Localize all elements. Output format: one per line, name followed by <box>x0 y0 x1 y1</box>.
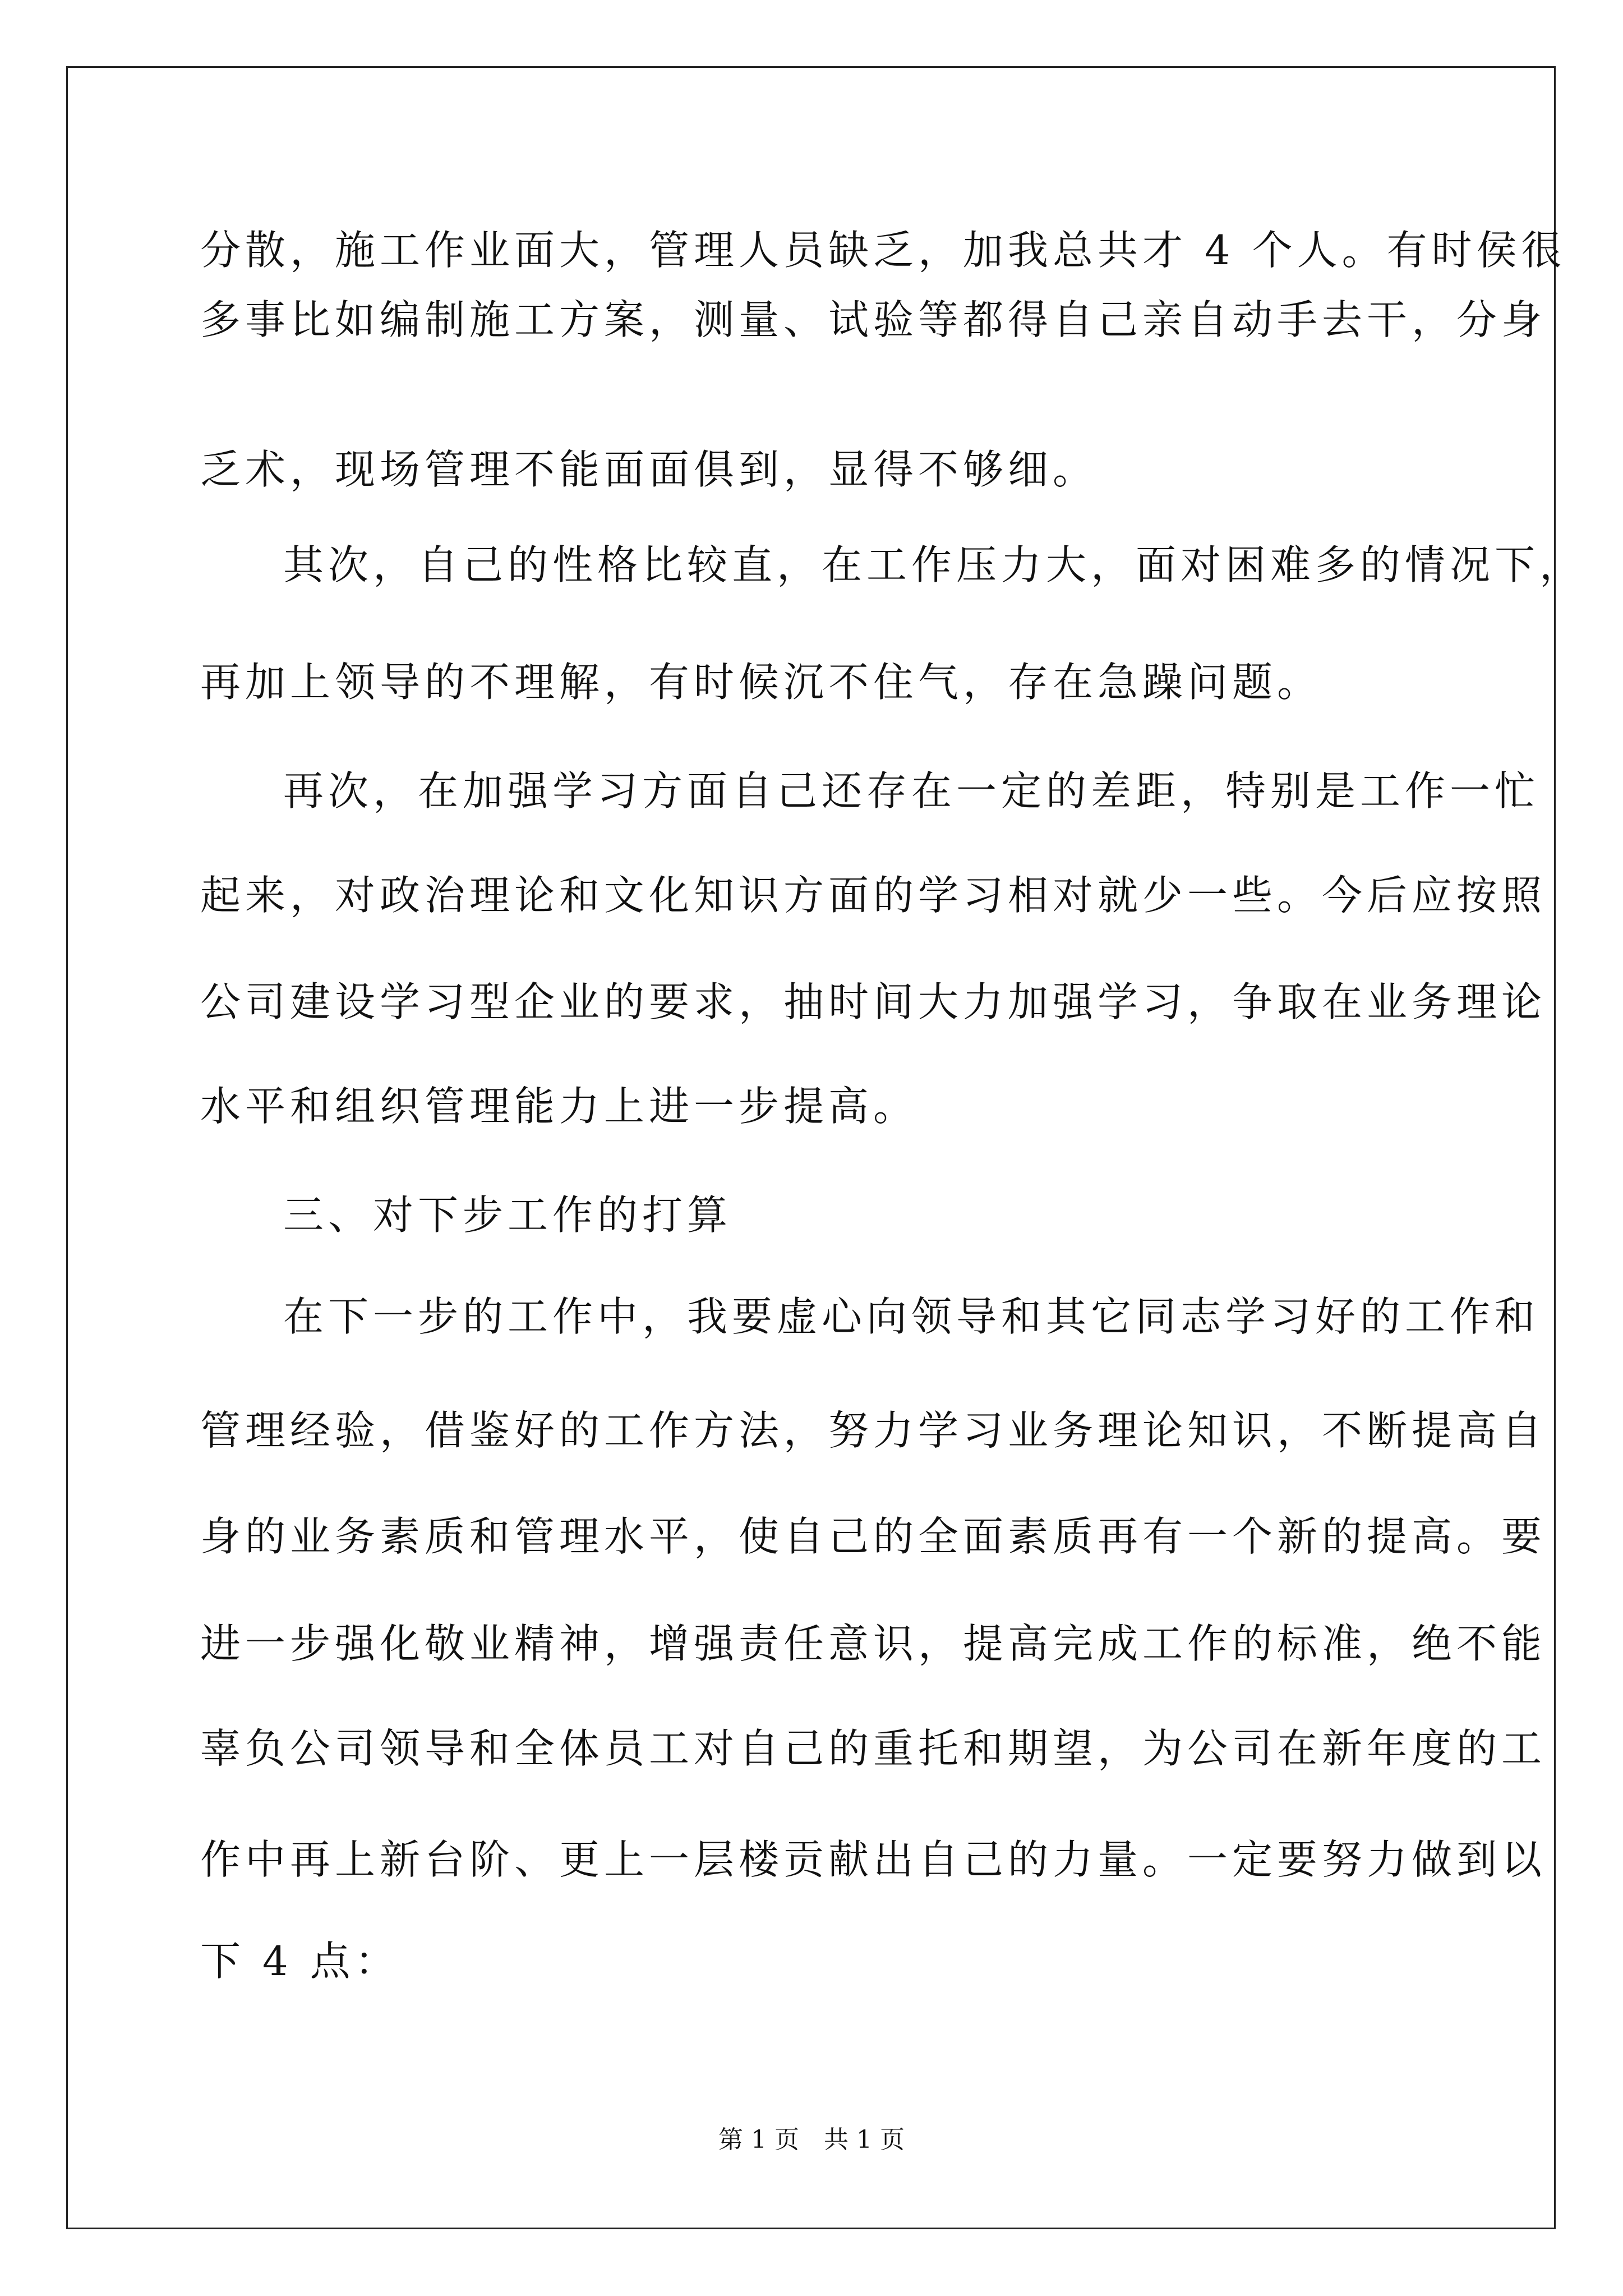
text-line: 作中再上新台阶、更上一层楼贡献出自己的力量。一定要努力做到以 <box>200 1836 1547 1883</box>
page-number-footer: 第 1 页 共 1 页 <box>718 2125 905 2154</box>
text-line: 分散，施工作业面大，管理人员缺乏，加我总共才 4 个人。有时侯很 <box>200 227 1566 274</box>
text-line: 在下一步的工作中，我要虚心向领导和其它同志学习好的工作和 <box>283 1293 1540 1340</box>
text-line: 公司建设学习型企业的要求，抽时间大力加强学习，争取在业务理论 <box>200 978 1547 1025</box>
text-line: 乏术，现场管理不能面面俱到，显得不够细。 <box>200 446 1098 493</box>
section-heading: 三、对下步工作的打算 <box>283 1191 732 1239</box>
text-line: 水平和组织管理能力上进一步提高。 <box>200 1083 919 1130</box>
text-line: 再次，在加强学习方面自己还存在一定的差距，特别是工作一忙 <box>283 767 1540 815</box>
text-line: 进一步强化敬业精神，增强责任意识，提高完成工作的标准，绝不能 <box>200 1620 1547 1667</box>
text-line: 起来，对政治理论和文化知识方面的学习相对就少一些。今后应按照 <box>200 872 1547 919</box>
text-line: 身的业务素质和管理水平，使自己的全面素质再有一个新的提高。要 <box>200 1513 1547 1560</box>
page-border <box>66 66 1556 2229</box>
text-line: 下 4 点： <box>200 1938 400 1985</box>
text-line: 管理经验，借鉴好的工作方法，努力学习业务理论知识，不断提高自 <box>200 1407 1547 1454</box>
text-line: 辜负公司领导和全体员工对自己的重托和期望，为公司在新年度的工 <box>200 1725 1547 1772</box>
text-line: 多事比如编制施工方案，测量、试验等都得自己亲自动手去干，分身 <box>200 296 1547 343</box>
text-line: 其次，自己的性格比较直，在工作压力大，面对困难多的情况下， <box>283 541 1585 588</box>
text-line: 再加上领导的不理解，有时候沉不住气，存在急躁问题。 <box>200 659 1322 706</box>
